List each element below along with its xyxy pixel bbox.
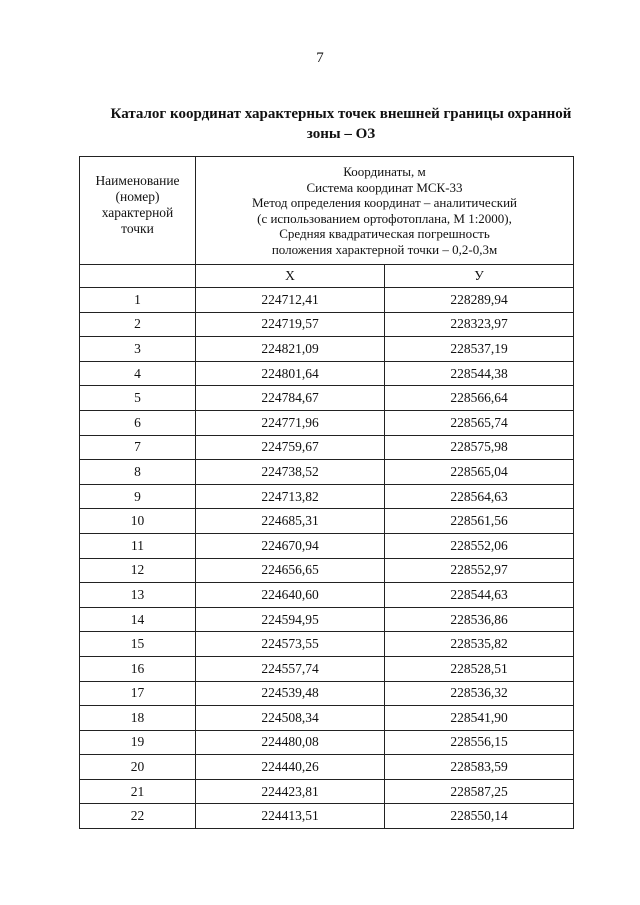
table-row [80,632,574,657]
point-number-cell: 20 [80,755,196,780]
title-line-1: Каталог координат характерных точек внешней границы охранной [110,106,572,122]
table-row [80,386,574,411]
table-row [80,558,574,583]
table-row [80,288,574,313]
x-coordinate-cell: 224640,60 [196,583,385,608]
page-number: 7 [316,50,324,66]
point-number-cell: 7 [80,435,196,460]
y-coordinate-cell: 228535,82 [385,632,574,657]
table-row [80,533,574,558]
y-coordinate-cell: 228544,63 [385,583,574,608]
table-row [80,681,574,706]
table-row [80,312,574,337]
point-number-cell: 19 [80,730,196,755]
x-coordinate-cell: 224573,55 [196,632,385,657]
table-row [80,656,574,681]
coordinates-header-line: Средняя квадратическая погрешность [279,226,490,241]
y-coordinate-cell: 228552,97 [385,558,574,583]
point-number-cell: 16 [80,656,196,681]
point-number-cell: 5 [80,386,196,411]
x-coordinate-cell: 224670,94 [196,533,385,558]
point-number-cell: 13 [80,583,196,608]
coordinates-header [196,157,574,265]
table-row [80,583,574,608]
x-coordinate-cell: 224784,67 [196,386,385,411]
point-number-cell: 6 [80,410,196,435]
table-row [80,730,574,755]
y-coordinate-cell: 228561,56 [385,509,574,534]
table-row [80,435,574,460]
point-number-cell: 15 [80,632,196,657]
y-coordinate-cell: 228550,14 [385,804,574,829]
point-name-header [80,157,196,265]
y-coordinate-cell: 228566,64 [385,386,574,411]
y-coordinate-cell: 228537,19 [385,337,574,362]
x-coordinate-cell: 224801,64 [196,361,385,386]
point-name-header-line: точки [121,221,154,236]
x-coordinate-cell: 224738,52 [196,460,385,485]
y-coordinate-cell: 228575,98 [385,435,574,460]
table-row [80,509,574,534]
y-coordinate-cell: 228528,51 [385,656,574,681]
x-coordinate-cell: 224594,95 [196,607,385,632]
table-row [80,755,574,780]
y-coordinate-cell: 228587,25 [385,779,574,804]
coordinates-header-line: положения характерной точки – 0,2-0,3м [271,241,498,257]
x-coordinate-cell: 224719,57 [196,312,385,337]
point-number-cell: 18 [80,706,196,731]
coordinates-table [79,156,574,829]
table-row [80,337,574,362]
x-coordinate-cell: 224423,81 [196,779,385,804]
y-coordinate-cell: 228536,32 [385,681,574,706]
point-name-header-line: характерной [101,205,174,220]
coordinates-header-line: Система координат МСК-33 [306,179,463,195]
point-number-cell: 11 [80,533,196,558]
table-row [80,410,574,435]
table-row [80,706,574,731]
y-coordinate-cell: 228323,97 [385,312,574,337]
table-row [80,361,574,386]
point-number-cell: 14 [80,607,196,632]
x-coordinate-cell: 224480,08 [196,730,385,755]
x-coordinate-cell: 224685,31 [196,509,385,534]
y-coordinate-cell: 228544,38 [385,361,574,386]
coordinates-header-line: Координаты, м [343,164,426,179]
x-coordinate-cell: 224656,65 [196,558,385,583]
point-number-cell: 9 [80,484,196,509]
y-coordinate-cell: 228583,59 [385,755,574,780]
point-number-cell: 10 [80,509,196,534]
table-row [80,779,574,804]
y-coordinate-cell: 228552,06 [385,533,574,558]
point-number-cell: 17 [80,681,196,706]
x-coordinate-cell: 224557,74 [196,656,385,681]
x-coordinate-cell: 224759,67 [196,435,385,460]
y-coordinate-cell: 228565,74 [385,410,574,435]
point-name-header-line: (номер) [115,189,160,204]
table-row [80,484,574,509]
y-coordinate-cell: 228565,04 [385,460,574,485]
x-coordinate-cell: 224771,96 [196,410,385,435]
table-row [80,804,574,829]
y-column-header: У [385,265,574,288]
x-coordinate-cell: 224508,34 [196,706,385,731]
table-row [80,607,574,632]
point-number-cell: 2 [80,312,196,337]
y-coordinate-cell: 228289,94 [385,288,574,313]
x-coordinate-cell: 224712,41 [196,288,385,313]
x-coordinate-cell: 224821,09 [196,337,385,362]
point-number-cell: 4 [80,361,196,386]
y-coordinate-cell: 228564,63 [385,484,574,509]
coordinates-header-line: (с использованием ортофотоплана, М 1:2000), [257,210,512,226]
point-number-cell: 21 [80,779,196,804]
x-coordinate-cell: 224440,26 [196,755,385,780]
point-number-cell: 1 [80,288,196,313]
point-name-header-line: Наименование [95,173,180,188]
x-coordinate-cell: 224713,82 [196,484,385,509]
point-number-cell: 12 [80,558,196,583]
coordinates-header-line: Метод определения координат – аналитический [252,195,517,210]
point-number-cell: 22 [80,804,196,829]
table-row [80,460,574,485]
y-coordinate-cell: 228536,86 [385,607,574,632]
y-coordinate-cell: 228556,15 [385,730,574,755]
coordinates-table-body [80,288,574,829]
y-coordinate-cell: 228541,90 [385,706,574,731]
page-title [96,104,586,144]
x-coordinate-cell: 224413,51 [196,804,385,829]
title-line-2: зоны – ОЗ [306,126,376,142]
point-number-cell: 3 [80,337,196,362]
x-column-header: Х [196,265,385,288]
axis-header-empty [80,265,196,288]
x-coordinate-cell: 224539,48 [196,681,385,706]
point-number-cell: 8 [80,460,196,485]
